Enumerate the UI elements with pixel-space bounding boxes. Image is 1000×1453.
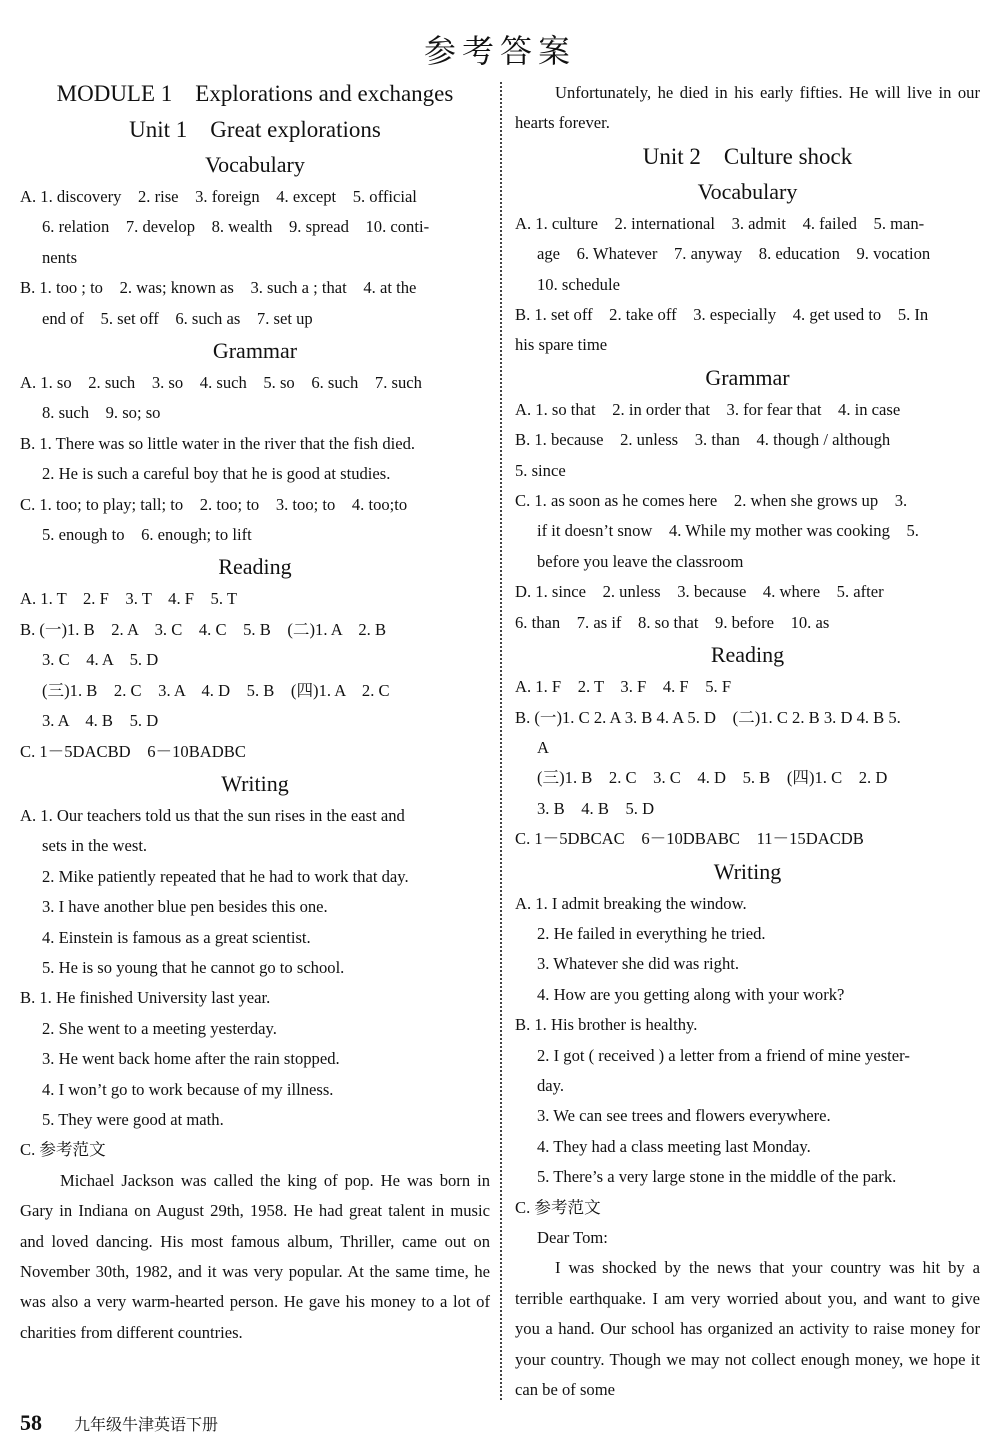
answer-line: 5. They were good at math. — [42, 1109, 224, 1129]
answer-line: 2. He is such a careful boy that he is good at studies. — [42, 464, 391, 484]
answer-line: 3. A 4. B 5. D — [42, 711, 159, 731]
answer-line: 3. Whatever she did was right. — [537, 954, 739, 974]
answer-line: if it doesn’t snow 4. While my mother was cooking 5. — [537, 521, 919, 541]
answer-line: 2. I got ( received ) a letter from a friend of mine yester- — [537, 1045, 910, 1065]
section-title-reading: Reading — [710, 642, 785, 668]
sample-letter: I was shocked by the news that your country was hit by a terrible earthquake. I am very worried about you, and want to give you a hand. Our school has organized an activity to raise money for your country. Though we may not collect enough money, we hope it can be of some — [515, 1258, 980, 1400]
answer-line: 3. C 4. A 5. D — [42, 650, 159, 670]
answer-line: 2. She went to a meeting yesterday. — [42, 1018, 277, 1038]
answer-line: 5. since — [515, 460, 566, 480]
answer-line: (三)1. B 2. C 3. C 4. D 5. B (四)1. C 2. D — [537, 768, 888, 788]
answer-line: sets in the west. — [42, 836, 148, 856]
module-title: MODULE 1 Explorations and exchanges — [56, 81, 454, 106]
answer-line: A. 1. I admit breaking the window. — [515, 893, 747, 913]
answer-line: A. 1. discovery 2. rise 3. foreign 4. except 5. official — [20, 187, 417, 206]
answer-line: age 6. Whatever 7. anyway 8. education 9. vocation — [537, 244, 931, 264]
answer-line: end of 5. set off 6. such as 7. set up — [42, 308, 313, 328]
answer-line: A. 1. culture 2. international 3. admit 4. failed 5. man- — [515, 213, 925, 233]
answer-line: 6. than 7. as if 8. so that 9. before 10. as — [515, 612, 830, 632]
section-title-grammar: Grammar — [705, 364, 790, 390]
answer-line: (三)1. B 2. C 3. A 4. D 5. B (四)1. A 2. C — [42, 680, 390, 700]
sample-essay: Michael Jackson was called the king of pop. He was born in Gary in Indiana on August 29th, 1958. He had great talent in music and loved dancing. His most famous album, Thriller, came out on November 30th, 1982, and it was very popular. At the same time, he was also a very warm-hearted person. He gave his money to a lot of charities from different countries. — [20, 1170, 490, 1342]
answer-line: A. 1. Our teachers told us that the sun rises in the east and — [20, 805, 405, 825]
answer-line: 2. He failed in everything he tried. — [537, 923, 766, 943]
answer-line: before you leave the classroom — [537, 551, 744, 571]
unit-title: Unit 2 Culture shock — [642, 143, 853, 169]
section-title-writing: Writing — [713, 858, 782, 884]
page-title: 参考答案 — [423, 32, 576, 70]
answer-line: C. 参考范文 — [20, 1140, 106, 1160]
answer-line: B. 1. set off 2. take off 3. especially 4. get used to 5. In — [515, 305, 929, 325]
right-column — [515, 78, 980, 1405]
section-title-grammar: Grammar — [212, 338, 298, 364]
answer-line: 2. Mike patiently repeated that he had to work that day. — [42, 866, 409, 886]
section-title-vocabulary: Vocabulary — [697, 178, 798, 204]
answer-line: B. 1. There was so little water in the river that the fish died. — [20, 433, 416, 453]
answer-line: nents — [42, 247, 78, 267]
page-number: 58 — [20, 1410, 42, 1435]
answer-line: 3. We can see trees and flowers everywhere. — [537, 1106, 831, 1126]
section-title-reading: Reading — [218, 554, 292, 580]
answer-line: B. 1. too ; to 2. was; known as 3. such a ; that 4. at the — [20, 278, 417, 298]
answer-line: 4. I won’t go to work because of my illness. — [42, 1079, 334, 1099]
answer-line: B. 1. He finished University last year. — [20, 988, 271, 1008]
answer-line: 5. He is so young that he cannot go to school. — [42, 957, 345, 977]
section-title-vocabulary: Vocabulary — [205, 152, 305, 177]
answer-line: his spare time — [515, 335, 608, 355]
left-column — [20, 78, 490, 1348]
answer-line: 5. enough to 6. enough; to lift — [42, 525, 252, 545]
answer-line: B. (一)1. C 2. A 3. B 4. A 5. D (二)1. C 2. B 3. D 4. B 5. — [515, 707, 901, 727]
answer-line: B. 1. His brother is healthy. — [515, 1015, 698, 1035]
column-divider — [500, 82, 502, 1400]
answer-line: C. 1－5DACBD 6－10BADBC — [20, 741, 246, 761]
answer-line: C. 1－5DBCAC 6－10DBABC 11－15DACDB — [515, 829, 864, 849]
answer-line: A. 1. so that 2. in order that 3. for fear that 4. in case — [515, 399, 901, 419]
answer-line: C. 1. too; to play; tall; to 2. too; to 3. too; to 4. too;to — [20, 494, 408, 514]
answer-line: 3. I have another blue pen besides this one. — [42, 897, 328, 917]
page-footer — [20, 1410, 218, 1440]
section-title-writing: Writing — [221, 770, 289, 796]
answer-line: 8. such 9. so; so — [42, 403, 161, 423]
answer-line: A. 1. F 2. T 3. F 4. F 5. F — [515, 677, 732, 697]
answer-line: 5. There’s a very large stone in the middle of the park. — [537, 1167, 897, 1187]
answer-line: 4. Einstein is famous as a great scientist. — [42, 927, 311, 947]
answer-line: 10. schedule — [537, 274, 620, 294]
answer-line: C. 1. as soon as he comes here 2. when she grows up 3. — [515, 491, 908, 511]
unit-title: Unit 1 Great explorations — [129, 117, 381, 142]
book-title: 九年级牛津英语下册 — [74, 1417, 219, 1434]
answer-line: C. 参考范文 — [515, 1197, 601, 1217]
answer-line: 4. They had a class meeting last Monday. — [537, 1136, 811, 1156]
answer-line: A. 1. T 2. F 3. T 4. F 5. T — [20, 589, 237, 609]
answer-line: day. — [537, 1075, 565, 1095]
answer-line: 4. How are you getting along with your work? — [537, 984, 845, 1004]
answer-line: B. (一)1. B 2. A 3. C 4. C 5. B (二)1. A 2. B — [20, 619, 387, 639]
answer-line: 3. He went back home after the rain stopped. — [42, 1049, 340, 1069]
answer-line: B. 1. because 2. unless 3. than 4. though / although — [515, 430, 891, 450]
answer-line: 6. relation 7. develop 8. wealth 9. spread 10. conti- — [42, 217, 430, 237]
answer-line: A. 1. so 2. such 3. so 4. such 5. so 6. such 7. such — [20, 373, 422, 393]
answer-line: 3. B 4. B 5. D — [537, 798, 655, 818]
answer-line: D. 1. since 2. unless 3. because 4. where 5. after — [515, 582, 884, 602]
answer-line: A — [537, 737, 549, 757]
sample-essay-continued: Unfortunately, he died in his early fifties. He will live in our hearts forever. — [515, 83, 980, 133]
letter-greeting: Dear Tom: — [537, 1228, 608, 1247]
